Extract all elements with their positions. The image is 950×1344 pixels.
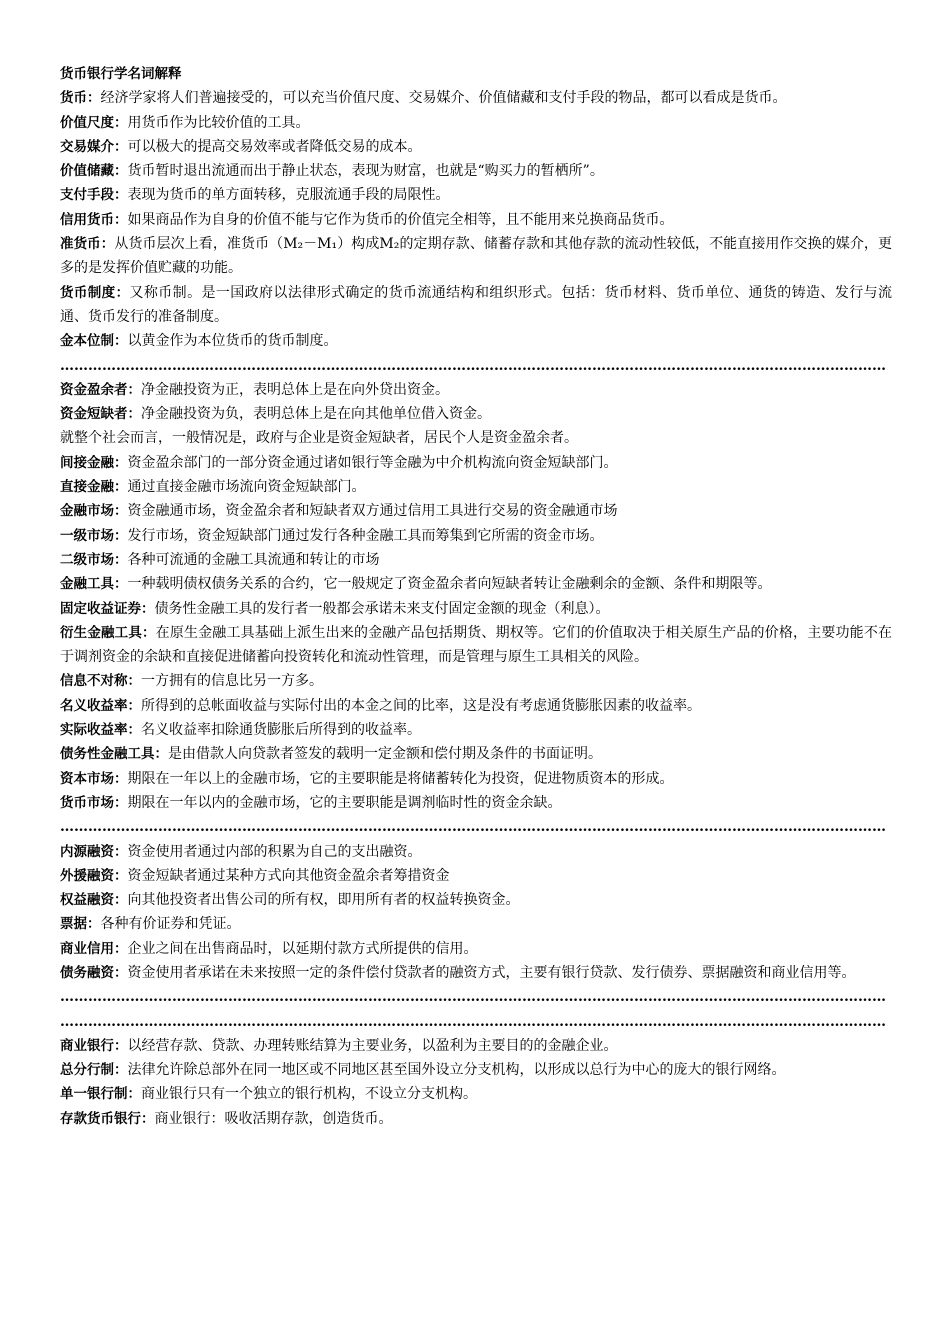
- glossary-entry: [60, 694, 892, 718]
- glossary-term: 信息不对称：: [60, 673, 141, 690]
- dotted-separator: ……………………………………………………………………………………………………………………………………………………………: [60, 819, 886, 836]
- glossary-definition: 净金融投资为负，表明总体上是在向其他单位借入资金。: [141, 406, 491, 423]
- glossary-term: 资本市场：: [60, 770, 128, 787]
- glossary-entry: [60, 183, 892, 207]
- glossary-term: 衍生金融工具：: [60, 624, 156, 641]
- glossary-entry: [60, 1082, 892, 1106]
- glossary-entry: [60, 111, 892, 135]
- glossary-definition: 债务性金融工具的发行者一般都会承诺未来支付固定金额的现金（利息）。: [154, 600, 610, 617]
- glossary-term: 实际收益率：: [60, 722, 141, 739]
- glossary-definition: 表现为货币的单方面转移，克服流通手段的局限性。: [127, 187, 450, 204]
- glossary-entry: [60, 548, 892, 572]
- glossary-definition: 从货币层次上看，准货币（M₂－M₁）构成M₂的定期存款、储蓄存款和其他存款的流动性较低，不能直接用作交换的媒介，更多的是发挥价值贮藏的功能。: [60, 236, 893, 277]
- glossary-entry: [60, 1034, 892, 1058]
- glossary-definition: 法律允许除总部外在同一地区或不同地区甚至国外设立分支机构，以形成以总行为中心的庞大的银行网络。: [127, 1062, 786, 1079]
- glossary-entry: [60, 669, 892, 693]
- glossary-term: 固定收益证券：: [60, 600, 155, 617]
- glossary-definition: 是由借款人向贷款者签发的载明一定金额和偿付期及条件的书面证明。: [168, 746, 602, 763]
- glossary-definition: 如果商品作为自身的价值不能与它作为货币的价值完全相等，且不能用来兑换商品货币。: [127, 211, 674, 228]
- glossary-entry: [60, 402, 892, 426]
- glossary-term: 内源融资：: [60, 843, 128, 860]
- glossary-entry: [60, 937, 892, 961]
- glossary-entry: [60, 621, 892, 670]
- glossary-definition: 向其他投资者出售公司的所有权，即用所有者的权益转换资金。: [127, 892, 520, 909]
- glossary-entry: [60, 888, 892, 912]
- glossary-definition: 在原生金融工具基础上派生出来的金融产品包括期货、期权等。它们的价值取决于相关原生产品的价格，主要功能不在于调剂资金的余缺和直接促进储蓄向投资转化和流动性管理，而是管理与原生工具相关的风险。: [60, 624, 893, 666]
- glossary-definition: 又称币制。是一国政府以法律形式确定的货币流通结构和组织形式。包括：货币材料、货币单位、通货的铸造、发行与流通、货币发行的准备制度。: [60, 284, 893, 325]
- glossary-definition: 各种有价证券和凭证。: [100, 916, 241, 933]
- glossary-definition: 商业银行：吸收活期存款，创造货币。: [154, 1110, 393, 1127]
- glossary-term: 货币：: [60, 90, 101, 107]
- glossary-term: 名义收益率：: [60, 697, 141, 714]
- glossary-term: 直接金融：: [60, 479, 128, 496]
- glossary-term: 债务性金融工具：: [60, 746, 168, 763]
- glossary-term: 货币市场：: [60, 794, 128, 811]
- glossary-entry: [60, 1058, 892, 1082]
- glossary-definition: 货币暂时退出流通而出于静止状态，表现为财富，也就是“购买力的暂栖所”。: [127, 163, 604, 180]
- glossary-definition: 一方拥有的信息比另一方多。: [141, 673, 323, 690]
- glossary-definition: 商业银行只有一个独立的银行机构，不设立分支机构。: [141, 1086, 477, 1103]
- glossary-entry: [60, 718, 892, 742]
- glossary-term: 货币制度：: [60, 284, 130, 301]
- glossary-entry: [60, 961, 892, 985]
- glossary-entry: [60, 1107, 892, 1131]
- glossary-term: 二级市场：: [60, 551, 128, 568]
- glossary-entry: [60, 426, 892, 450]
- glossary-term: 金融工具：: [60, 576, 128, 593]
- glossary-entry: [60, 135, 892, 159]
- glossary-term: 债务融资：: [60, 964, 128, 981]
- glossary-term: 权益融资：: [60, 892, 128, 909]
- glossary-definition: 以经营存款、贷款、办理转账结算为主要业务，以盈利为主要目的的金融企业。: [127, 1037, 618, 1054]
- glossary-definition: 可以极大的提高交易效率或者降低交易的成本。: [127, 138, 422, 155]
- glossary-entry: [60, 86, 892, 110]
- glossary-entry: [60, 742, 892, 766]
- glossary-term: 价值尺度：: [60, 114, 128, 131]
- glossary-definition: 通过直接金融市场流向资金短缺部门。: [127, 479, 366, 496]
- glossary-definition: 资金融通市场，资金盈余者和短缺者双方通过信用工具进行交易的资金融通市场: [127, 503, 618, 520]
- glossary-term: 商业信用：: [60, 940, 128, 957]
- dotted-separator: ……………………………………………………………………………………………………………………………………………………………: [60, 989, 886, 1006]
- glossary-entry: [60, 791, 892, 815]
- glossary-term: 信用货币：: [60, 211, 128, 228]
- glossary-definition: 发行市场，资金短缺部门通过发行各种金融工具而筹集到它所需的资金市场。: [127, 527, 604, 544]
- glossary-entry: [60, 159, 892, 183]
- document-title: 货币银行学名词解释: [60, 66, 182, 82]
- glossary-term: 支付手段：: [60, 187, 128, 204]
- glossary-term: 总分行制：: [60, 1062, 128, 1079]
- glossary-entry: [60, 378, 892, 402]
- glossary-term: 存款货币银行：: [60, 1110, 155, 1127]
- glossary-term: 商业银行：: [60, 1037, 128, 1054]
- document-body: [60, 62, 892, 1131]
- glossary-term: 外援融资：: [60, 867, 128, 884]
- glossary-definition: 净金融投资为正，表明总体上是在向外贷出资金。: [141, 381, 449, 398]
- glossary-definition: 资金使用者通过内部的积累为自己的支出融资。: [127, 843, 422, 860]
- glossary-definition: 经济学家将人们普遍接受的，可以充当价值尺度、交易媒介、价值储藏和支付手段的物品，都可以看成是货币。: [100, 90, 787, 107]
- glossary-entry: [60, 524, 892, 548]
- glossary-definition: 资金使用者承诺在未来按照一定的条件偿付贷款者的融资方式，主要有银行贷款、发行债券、票据融资和商业信用等。: [127, 964, 856, 981]
- glossary-entry: [60, 767, 892, 791]
- glossary-definition: 期限在一年以上的金融市场，它的主要职能是将储蓄转化为投资，促进物质资本的形成。: [127, 770, 674, 787]
- glossary-term: 交易媒介：: [60, 138, 128, 155]
- glossary-definition: 就整个社会而言，一般情况是，政府与企业是资金短缺者，居民个人是资金盈余者。: [60, 430, 578, 447]
- glossary-definition: 用货币作为比较价值的工具。: [127, 114, 310, 131]
- glossary-term: 金本位制：: [60, 333, 128, 350]
- glossary-definition: 名义收益率扣除通货膨胀后所得到的收益率。: [141, 722, 421, 739]
- glossary-entry: [60, 597, 892, 621]
- glossary-definition: 期限在一年以内的金融市场，它的主要职能是调剂临时性的资金余缺。: [127, 794, 562, 811]
- glossary-entry: [60, 840, 892, 864]
- glossary-term: 准货币：: [60, 236, 115, 253]
- glossary-entry: [60, 499, 892, 523]
- glossary-entry: [60, 281, 892, 330]
- glossary-definition: 以黄金作为本位货币的货币制度。: [127, 333, 338, 350]
- glossary-entry: [60, 208, 892, 232]
- glossary-definition: 资金短缺者通过某种方式向其他资金盈余者筹措资金: [127, 867, 450, 884]
- glossary-entry: [60, 864, 892, 888]
- glossary-term: 间接金融：: [60, 454, 128, 471]
- glossary-entry: [60, 232, 892, 281]
- glossary-term: 单一银行制：: [60, 1086, 141, 1103]
- glossary-definition: 各种可流通的金融工具流通和转让的市场: [127, 551, 380, 568]
- glossary-term: 价值储藏：: [60, 163, 128, 180]
- glossary-entries: [60, 86, 892, 1131]
- glossary-definition: 所得到的总帐面收益与实际付出的本金之间的比率，这是没有考虑通货膨胀因素的收益率。: [141, 697, 701, 714]
- dotted-separator: ……………………………………………………………………………………………………………………………………………………………: [60, 357, 886, 374]
- glossary-term: 资金短缺者：: [60, 406, 141, 423]
- glossary-definition: 资金盈余部门的一部分资金通过诸如银行等金融为中介机构流向资金短缺部门。: [127, 454, 618, 471]
- glossary-entry: [60, 475, 892, 499]
- glossary-entry: [60, 912, 892, 936]
- glossary-term: 票据：: [60, 916, 101, 933]
- glossary-entry: [60, 572, 892, 596]
- glossary-definition: 一种载明债权债务关系的合约，它一般规定了资金盈余者向短缺者转让金融剩余的金额、条件和期限等。: [127, 576, 772, 593]
- glossary-entry: [60, 329, 892, 353]
- glossary-entry: [60, 451, 892, 475]
- glossary-term: 金融市场：: [60, 503, 128, 520]
- dotted-separator: ……………………………………………………………………………………………………………………………………………………………: [60, 1013, 886, 1030]
- glossary-term: 一级市场：: [60, 527, 128, 544]
- glossary-term: 资金盈余者：: [60, 381, 141, 398]
- glossary-definition: 企业之间在出售商品时，以延期付款方式所提供的信用。: [127, 940, 478, 957]
